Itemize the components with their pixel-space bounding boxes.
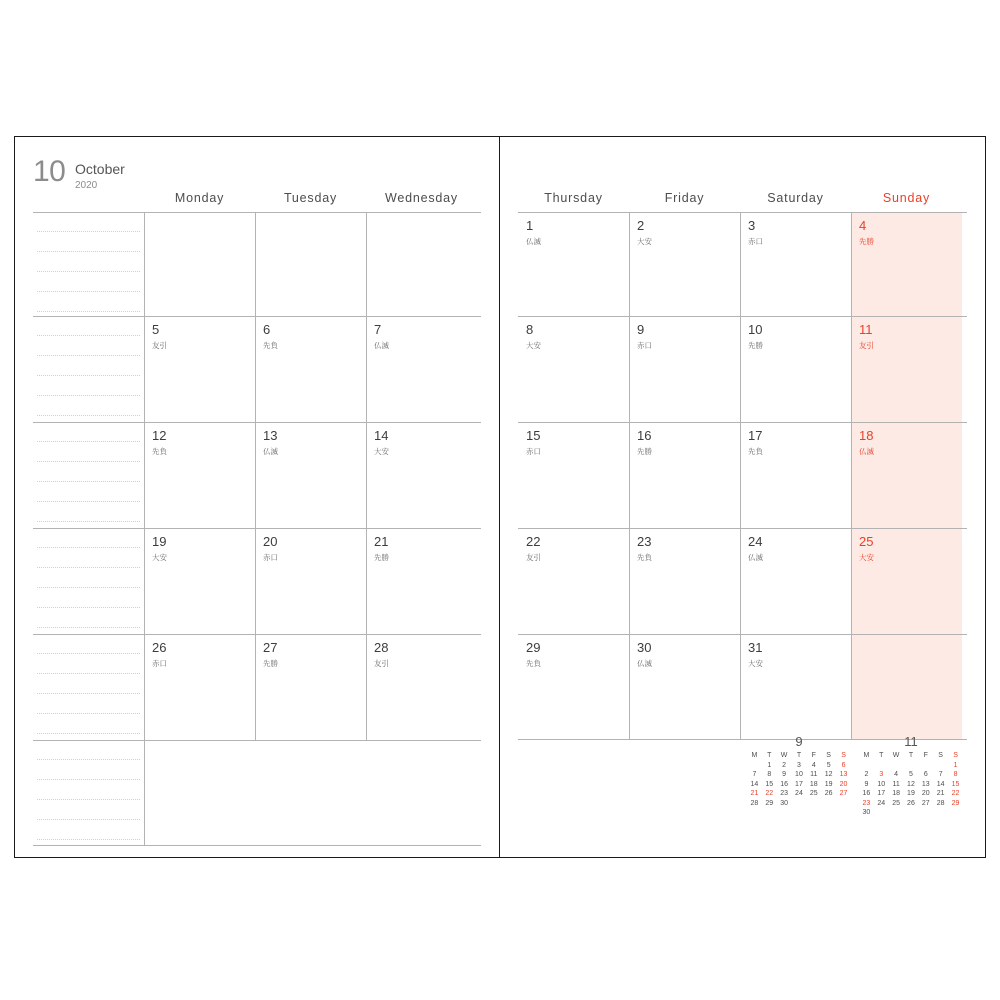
mini-day: 8 — [953, 771, 958, 778]
mini-day: 18 — [892, 790, 900, 797]
rokuyo-label: 赤口 — [526, 447, 541, 456]
day-number: 25 — [859, 534, 874, 549]
mini-calendar-table — [859, 751, 963, 818]
mini-day: 28 — [750, 799, 759, 807]
mini-day: 1 — [767, 761, 772, 769]
day-number: 5 — [152, 322, 160, 337]
rokuyo-label: 先勝 — [637, 447, 652, 456]
day-cell[interactable] — [144, 213, 255, 316]
mini-day: 11 — [810, 771, 818, 778]
week-row — [518, 212, 967, 316]
rokuyo-label: 赤口 — [637, 341, 652, 350]
mini-day — [821, 799, 836, 809]
month-number: 10 — [33, 155, 66, 188]
day-cell[interactable] — [255, 635, 366, 740]
day-number: 27 — [263, 640, 278, 655]
mini-calendar-title: 11 — [904, 734, 918, 749]
week-row — [144, 634, 481, 740]
day-number: 6 — [263, 322, 271, 337]
day-number: 1 — [526, 218, 534, 233]
day-cell[interactable] — [740, 213, 851, 316]
mini-day: 15 — [765, 780, 774, 788]
mini-header: W — [780, 752, 788, 759]
calendar-spread — [14, 136, 986, 858]
day-grid-right — [518, 212, 967, 740]
mini-header: T — [767, 752, 772, 759]
day-cell[interactable] — [366, 423, 477, 528]
rokuyo-label: 大安 — [152, 553, 167, 562]
weekday-tuesday: Tuesday — [283, 191, 338, 205]
mini-day: 17 — [795, 780, 803, 788]
day-number: 30 — [637, 640, 652, 655]
week-row — [144, 528, 481, 634]
mini-day: 20 — [839, 780, 848, 788]
day-cell-sunday[interactable] — [851, 317, 962, 422]
week-row — [518, 528, 967, 634]
day-cell[interactable] — [366, 213, 477, 316]
day-number: 2 — [637, 218, 645, 233]
mini-day: 29 — [765, 799, 774, 807]
mini-day: 21 — [750, 790, 759, 797]
mini-day: 7 — [752, 771, 757, 778]
right-page — [500, 137, 985, 857]
day-cell[interactable] — [255, 423, 366, 528]
rokuyo-label: 先負 — [152, 447, 167, 456]
rokuyo-label: 友引 — [374, 659, 389, 668]
mini-day — [918, 761, 933, 771]
day-cell[interactable] — [518, 529, 629, 634]
mini-day: 28 — [936, 799, 945, 807]
mini-day: 1 — [953, 761, 958, 769]
mini-day: 5 — [909, 771, 913, 778]
mini-day — [918, 808, 933, 818]
day-cell[interactable] — [144, 529, 255, 634]
mini-header: T — [796, 752, 802, 759]
rokuyo-label: 大安 — [637, 237, 652, 246]
day-grid-left — [144, 212, 481, 846]
mini-day: 9 — [864, 780, 869, 788]
mini-header: S — [826, 752, 831, 759]
mini-day: 11 — [892, 780, 900, 788]
day-number: 9 — [637, 322, 645, 337]
mini-day: 6 — [923, 771, 928, 778]
rokuyo-label: 友引 — [526, 553, 541, 562]
rokuyo-label: 先負 — [748, 447, 763, 456]
rokuyo-label: 赤口 — [152, 659, 167, 668]
day-number: 16 — [637, 428, 652, 443]
mini-calendars — [747, 734, 967, 839]
day-number: 17 — [748, 428, 763, 443]
mini-day — [889, 808, 904, 818]
week-row — [518, 316, 967, 422]
mini-header: T — [879, 752, 884, 759]
day-number: 26 — [152, 640, 167, 655]
day-number: 13 — [263, 428, 278, 443]
day-number: 20 — [263, 534, 278, 549]
mini-day: 27 — [921, 799, 930, 807]
mini-day: 22 — [765, 790, 774, 797]
day-number: 7 — [374, 322, 382, 337]
weekday-friday: Friday — [664, 191, 705, 205]
rokuyo-label: 先負 — [637, 553, 652, 562]
week-row — [518, 634, 967, 740]
mini-day — [792, 799, 807, 809]
rokuyo-label: 仏滅 — [637, 659, 652, 668]
week-row — [518, 422, 967, 528]
day-number: 15 — [526, 428, 541, 443]
mini-day: 4 — [894, 771, 899, 778]
mini-calendar-september — [747, 734, 851, 808]
mini-day: 30 — [862, 809, 871, 816]
rokuyo-label: 友引 — [152, 341, 167, 350]
mini-day: 13 — [839, 771, 848, 778]
mini-day: 13 — [921, 780, 930, 788]
day-cell-sunday[interactable] — [851, 423, 962, 528]
rokuyo-label: 仏滅 — [263, 447, 278, 456]
day-number: 23 — [637, 534, 652, 549]
day-number: 10 — [748, 322, 763, 337]
mini-day: 10 — [877, 780, 886, 788]
memo-row[interactable] — [33, 316, 144, 422]
mini-header: F — [811, 752, 816, 759]
mini-day: 8 — [767, 771, 772, 778]
mini-day — [747, 761, 762, 771]
rokuyo-label: 赤口 — [748, 237, 763, 246]
mini-day: 6 — [841, 761, 846, 769]
mini-day: 2 — [864, 771, 869, 778]
rokuyo-label: 赤口 — [263, 553, 278, 562]
mini-day: 22 — [951, 790, 960, 797]
day-cell[interactable] — [740, 423, 851, 528]
mini-day: 25 — [892, 799, 900, 807]
rokuyo-label: 先勝 — [263, 659, 278, 668]
day-number: 21 — [374, 534, 389, 549]
week-row — [144, 740, 481, 846]
day-cell[interactable] — [144, 317, 255, 422]
mini-day — [874, 808, 889, 818]
rokuyo-label: 先勝 — [748, 341, 763, 350]
day-cell[interactable] — [629, 529, 740, 634]
mini-day: 23 — [862, 799, 871, 807]
day-cell[interactable] — [144, 741, 255, 845]
rokuyo-label: 大安 — [526, 341, 541, 350]
day-cell[interactable] — [366, 317, 477, 422]
mini-day: 7 — [938, 771, 943, 778]
month-title — [33, 155, 161, 203]
mini-header: M — [863, 752, 870, 759]
mini-day: 24 — [795, 790, 803, 797]
mini-day — [933, 761, 948, 771]
rokuyo-label: 大安 — [374, 447, 389, 456]
day-number: 12 — [152, 428, 167, 443]
weekday-thursday: Thursday — [544, 191, 603, 205]
day-cell[interactable] — [518, 213, 629, 316]
memo-row[interactable] — [33, 740, 144, 846]
mini-day: 12 — [907, 780, 915, 788]
day-number: 29 — [526, 640, 541, 655]
mini-day: 5 — [826, 761, 831, 769]
day-number: 22 — [526, 534, 541, 549]
rokuyo-label: 仏滅 — [748, 553, 763, 562]
mini-day: 14 — [936, 780, 945, 788]
mini-day: 14 — [750, 780, 759, 788]
mini-header: T — [908, 752, 914, 759]
memo-row[interactable] — [33, 212, 144, 316]
mini-day — [859, 761, 874, 771]
mini-day: 4 — [811, 761, 816, 769]
mini-day: 10 — [795, 771, 803, 778]
mini-day: 15 — [951, 780, 960, 788]
rokuyo-label: 仏滅 — [526, 237, 541, 246]
mini-day: 9 — [782, 771, 787, 778]
mini-calendar-november — [859, 734, 963, 818]
mini-calendar-title: 9 — [795, 734, 803, 749]
left-page — [15, 137, 500, 857]
rokuyo-label: 仏滅 — [374, 341, 389, 350]
mini-day — [904, 761, 919, 771]
mini-header-sunday: S — [841, 752, 846, 759]
memo-row[interactable] — [33, 422, 144, 528]
weekday-sunday: Sunday — [882, 191, 931, 205]
day-cell[interactable] — [518, 317, 629, 422]
month-name: October — [75, 161, 125, 177]
week-row — [144, 422, 481, 528]
weekday-header-left — [144, 185, 481, 211]
day-cell[interactable] — [255, 529, 366, 634]
day-cell[interactable] — [740, 529, 851, 634]
mini-day: 24 — [877, 799, 886, 807]
day-cell-sunday[interactable] — [851, 213, 962, 316]
weekday-wednesday: Wednesday — [385, 191, 458, 205]
mini-day: 19 — [824, 780, 833, 788]
weekday-header-right — [518, 185, 967, 211]
mini-day: 27 — [839, 790, 848, 797]
mini-day: 3 — [879, 771, 884, 778]
week-row — [144, 212, 481, 316]
memo-column — [33, 212, 144, 846]
mini-day: 12 — [824, 771, 833, 778]
mini-day: 20 — [921, 790, 930, 797]
rokuyo-label: 大安 — [748, 659, 763, 668]
day-number: 31 — [748, 640, 763, 655]
mini-day: 17 — [877, 790, 886, 797]
mini-day: 30 — [780, 799, 788, 807]
day-cell[interactable] — [366, 635, 477, 740]
mini-day: 23 — [780, 790, 788, 797]
mini-header: W — [892, 752, 900, 759]
weekday-saturday: Saturday — [767, 191, 824, 205]
day-cell[interactable] — [740, 317, 851, 422]
weekday-monday: Monday — [174, 191, 225, 205]
memo-row[interactable] — [33, 528, 144, 634]
day-cell-sunday[interactable] — [851, 529, 962, 634]
day-number: 3 — [748, 218, 756, 233]
mini-day — [889, 761, 904, 771]
mini-day — [904, 808, 919, 818]
day-number: 24 — [748, 534, 763, 549]
mini-day: 3 — [797, 761, 801, 769]
mini-day — [948, 808, 963, 818]
mini-day: 16 — [780, 780, 788, 788]
day-number: 8 — [526, 322, 534, 337]
day-cell[interactable] — [629, 213, 740, 316]
mini-day: 18 — [809, 780, 818, 788]
mini-day: 26 — [907, 799, 915, 807]
week-row — [144, 316, 481, 422]
day-cell[interactable] — [740, 635, 851, 739]
mini-day — [836, 799, 851, 809]
rokuyo-label: 友引 — [859, 341, 874, 350]
mini-header: S — [938, 752, 943, 759]
rokuyo-label: 仏滅 — [859, 447, 874, 456]
day-cell[interactable] — [144, 635, 255, 740]
day-cell[interactable] — [255, 213, 366, 316]
mini-day — [933, 808, 948, 818]
day-cell[interactable] — [255, 317, 366, 422]
rokuyo-label: 先勝 — [374, 553, 389, 562]
rokuyo-label: 先負 — [526, 659, 541, 668]
mini-day: 21 — [936, 790, 945, 797]
mini-calendar-table — [747, 751, 851, 808]
mini-day: 26 — [824, 790, 833, 797]
day-cell[interactable] — [366, 529, 477, 634]
mini-day: 29 — [951, 799, 960, 807]
rokuyo-label: 大安 — [859, 553, 874, 562]
month-year: 2020 — [75, 180, 98, 191]
rokuyo-label: 先勝 — [859, 237, 874, 246]
day-number: 19 — [152, 534, 167, 549]
mini-day: 25 — [809, 790, 818, 797]
mini-header: F — [923, 752, 928, 759]
day-cell[interactable] — [629, 635, 740, 739]
day-number: 4 — [859, 218, 867, 233]
day-number: 28 — [374, 640, 389, 655]
day-number: 18 — [859, 428, 874, 443]
mini-day — [806, 799, 821, 809]
mini-day — [874, 761, 889, 771]
mini-day: 16 — [862, 790, 871, 797]
day-cell[interactable] — [144, 423, 255, 528]
day-cell-sunday[interactable] — [851, 635, 962, 739]
day-cell[interactable] — [518, 423, 629, 528]
day-number: 14 — [374, 428, 389, 443]
mini-header: M — [751, 752, 758, 759]
day-cell[interactable] — [629, 423, 740, 528]
day-cell[interactable] — [518, 635, 629, 739]
mini-header-sunday: S — [953, 752, 958, 759]
mini-day: 19 — [907, 790, 915, 797]
mini-day: 2 — [782, 761, 787, 769]
memo-row[interactable] — [33, 634, 144, 740]
day-number: 11 — [859, 322, 873, 337]
day-cell[interactable] — [629, 317, 740, 422]
rokuyo-label: 先負 — [263, 341, 278, 350]
